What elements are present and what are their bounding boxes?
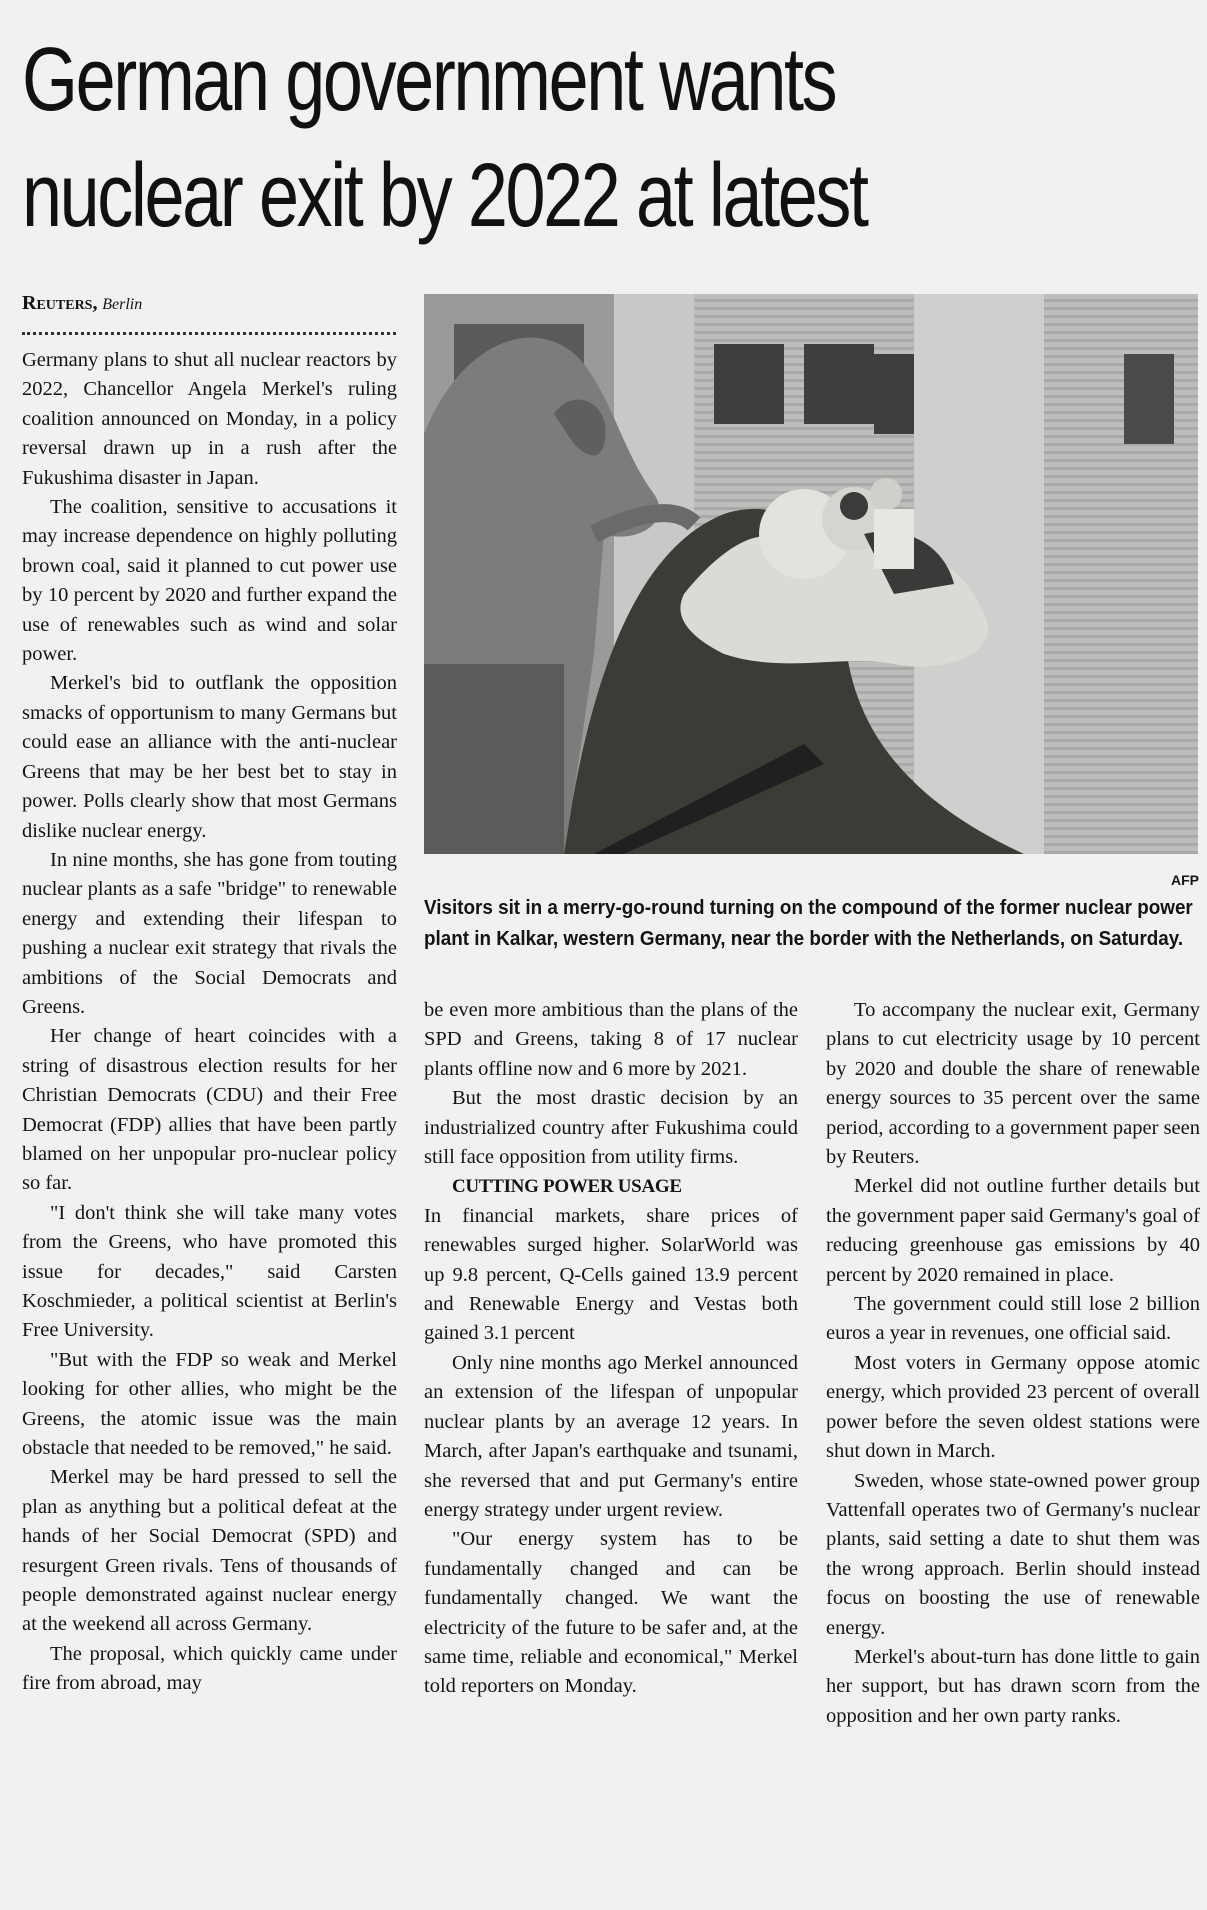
section-subhead: CUTTING POWER USAGE bbox=[452, 1176, 682, 1198]
byline-source: Reuters, bbox=[22, 292, 98, 314]
headline: German government wants nuclear exit by 2022 at latest bbox=[22, 30, 867, 246]
photo-credit: AFP bbox=[1171, 872, 1199, 888]
merry-go-round-photo bbox=[424, 294, 1198, 854]
news-photo bbox=[424, 294, 1198, 854]
paragraph: Most voters in Germany oppose atomic energy, which provided 23 percent of overall power before the seven oldest stations were shut down in March. bbox=[826, 1351, 1200, 1463]
paragraph: But the most drastic decision by an industrialized country after Fukushima could still face opposition from utility firms. bbox=[424, 1087, 798, 1169]
byline-location: Berlin bbox=[102, 296, 143, 313]
photo-caption: Visitors sit in a merry-go-round turning on the compound of the former nuclear power plant in Kalkar, western Germany, near the border with the Netherlands, on Saturday. bbox=[424, 896, 1193, 950]
paragraph: Merkel did not outline further details but the government paper said Germany's goal of reducing greenhouse gas emissions by 40 percent by 2020 remained in place. bbox=[826, 1175, 1200, 1286]
article-column-3 bbox=[826, 996, 1200, 1731]
paragraph: Merkel's about-turn has done little to gain her support, but has drawn scorn from the opposition and her own party ranks. bbox=[826, 1645, 1200, 1727]
paragraph: The coalition, sensitive to accusations it may increase dependence on highly polluting brown coal, said it planned to cut power use by 10 percent by 2020 and further expand the use of renewables such as wind and solar power. bbox=[22, 496, 397, 666]
paragraph: The proposal, which quickly came under fire from abroad, may bbox=[22, 1642, 397, 1695]
paragraph: Only nine months ago Merkel announced an extension of the lifespan of unpopular nuclear plants by an average 12 years. In March, after Japan's earthquake and tsunami, she reversed that and put Germany's entire energy strategy under urgent review. bbox=[424, 1351, 798, 1521]
paragraph: "But with the FDP so weak and Merkel looking for other allies, who might be the Greens, the atomic issue was the main obstacle that needed to be removed," he said. bbox=[22, 1348, 397, 1460]
paragraph: Germany plans to shut all nuclear reactors by 2022, Chancellor Angela Merkel's ruling coalition announced on Monday, in a policy reversal drawn up in a rush after the Fukushima disaster in Japan. bbox=[22, 349, 397, 489]
paragraph: The government could still lose 2 billion euros a year in revenues, one official said. bbox=[826, 1293, 1200, 1345]
paragraph: Sweden, whose state-owned power group Vattenfall operates two of Germany's nuclear plants, said setting a date to shut them was the wrong approach. Berlin should instead focus on boosting the use of renewable energy. bbox=[826, 1469, 1200, 1639]
article-column-1 bbox=[22, 346, 397, 1699]
paragraph: Merkel may be hard pressed to sell the plan as anything but a political defeat at the hands of her Social Democrat (SPD) and resurgent Green rivals. Tens of thousands of people demonstrated against nuclear energy at the weekend all across Germany. bbox=[22, 1466, 397, 1636]
paragraph: "Our energy system has to be fundamentally changed and can be fundamentally changed. We want the electricity of the future to be safer and, at the same time, reliable and economical," Merkel told reporters on Monday. bbox=[424, 1528, 798, 1698]
article-column-2 bbox=[424, 996, 798, 1702]
paragraph: To accompany the nuclear exit, Germany plans to cut electricity usage by 10 percent by 2020 and double the share of renewable energy sources to 35 percent over the same period, according to a government paper seen by Reuters. bbox=[826, 999, 1200, 1169]
paragraph: be even more ambitious than the plans of the SPD and Greens, taking 8 of 17 nuclear plants offline now and 6 more by 2021. bbox=[424, 999, 798, 1080]
paragraph: In financial markets, share prices of renewables surged higher. SolarWorld was up 9.8 percent, Q-Cells gained 13.9 percent and Renewable Energy and Vestas both gained 3.1 percent bbox=[424, 1204, 798, 1345]
paragraph: In nine months, she has gone from touting nuclear plants as a safe "bridge" to renewable energy and extending their lifespan to pushing a nuclear exit strategy that rivals the ambitions of the Social Democrats and Greens. bbox=[22, 848, 397, 1018]
byline bbox=[22, 292, 142, 315]
paragraph: "I don't think she will take many votes from the Greens, who have promoted this issue for decades," said Carsten Koschmieder, a political scientist at Berlin's Free University. bbox=[22, 1201, 397, 1342]
paragraph: Merkel's bid to outflank the opposition smacks of opportunism to many Germans but could ease an alliance with the anti-nuclear Greens that may be her best bet to stay in power. Polls clearly show that most Germans dislike nuclear energy. bbox=[22, 672, 397, 842]
paragraph: Her change of heart coincides with a string of disastrous election results for her Christian Democrats (CDU) and their Free Democrat (FDP) allies that have been partly blamed on her unpopular pro-nuclear policy so far. bbox=[22, 1025, 397, 1195]
dotted-rule bbox=[22, 332, 396, 335]
